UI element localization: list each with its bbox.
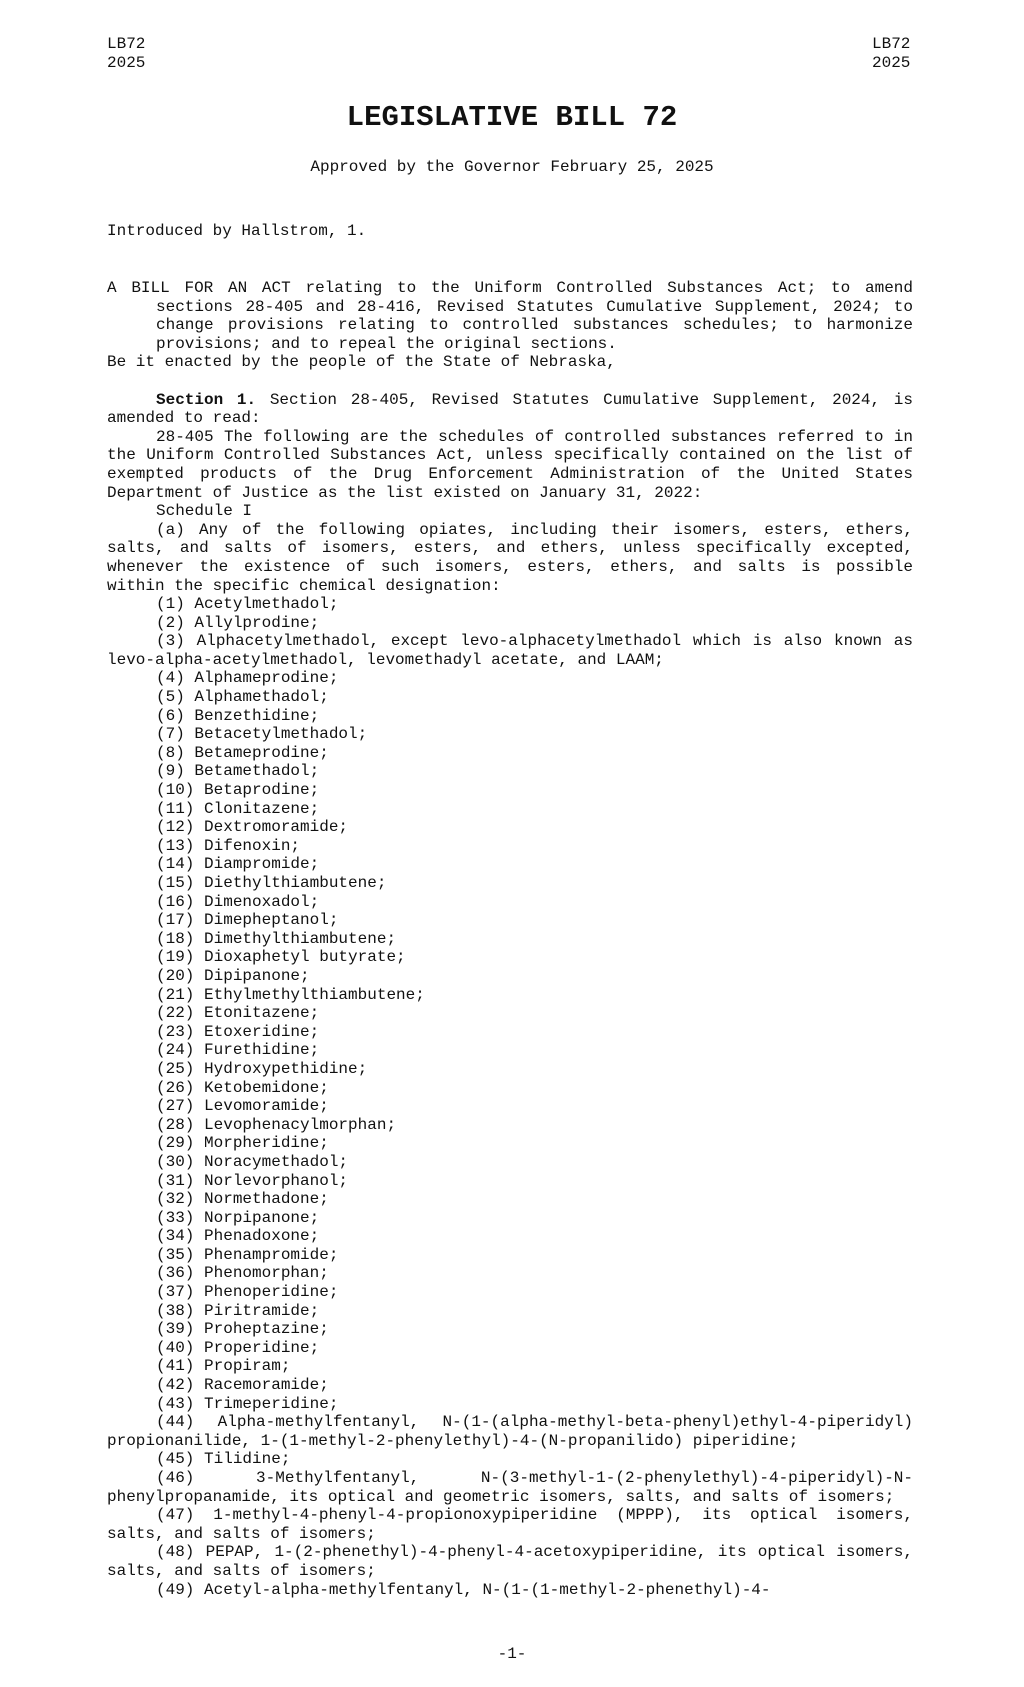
list-item: (27) Levomoramide; xyxy=(156,1097,329,1116)
list-item: (21) Ethylmethylthiambutene; xyxy=(156,985,425,1004)
section-1-intro xyxy=(107,391,913,428)
list-item: (24) Furethidine; xyxy=(156,1041,320,1060)
list-item: (28) Levophenacylmorphan; xyxy=(156,1115,397,1134)
page-title: LEGISLATIVE BILL 72 xyxy=(346,101,678,134)
list-item: (45) Tilidine; xyxy=(156,1450,291,1469)
schedule-heading: Schedule I xyxy=(156,502,253,521)
act-title: A BILL FOR AN ACT relating to the Uniform Controlled Substances Act; to amend sections 28-405 and 28-416, Revised Statutes Cumulative Supplement, 2024; to change provisions relating to controlled substances schedules; to harmonize provisions; and to repeal the original sections. xyxy=(107,279,913,353)
list-item: (34) Phenadoxone; xyxy=(156,1227,320,1246)
header-right-year: 2025 xyxy=(872,54,911,72)
list-item: (22) Etonitazene; xyxy=(156,1004,320,1023)
list-item: (6) Benzethidine; xyxy=(156,706,320,725)
list-item: (26) Ketobemidone; xyxy=(156,1078,329,1097)
spacer xyxy=(107,372,913,391)
header-left-bill: LB72 xyxy=(107,35,146,53)
list-item: (35) Phenampromide; xyxy=(156,1245,339,1264)
introduced-line: Introduced by Hallstrom, 1. xyxy=(107,222,367,240)
list-item: (11) Clonitazene; xyxy=(156,799,320,818)
bill-body xyxy=(107,279,913,1599)
paragraph-a: (a) Any of the following opiates, including their isomers, esters, ethers, salts, and salts of isomers, esters, and ethers, unless specifically excepted, whenever the existence of such isomers, esters, ethers, and salts is possible within the specific chemical designation: xyxy=(107,520,913,595)
list-item: (43) Trimeperidine; xyxy=(156,1394,339,1413)
list-item: (19) Dioxaphetyl butyrate; xyxy=(156,948,406,967)
list-item: (17) Dimepheptanol; xyxy=(156,911,339,930)
list-item: (20) Dipipanone; xyxy=(156,966,310,985)
list-item: (49) Acetyl-alpha-methylfentanyl, N-(1-(1-methyl-2-phenethyl)-4- xyxy=(156,1580,771,1599)
list-item: (29) Morpheridine; xyxy=(156,1134,329,1153)
list-item: (14) Diampromide; xyxy=(156,855,320,874)
list-item: (39) Proheptazine; xyxy=(156,1320,329,1339)
list-item: (18) Dimethylthiambutene; xyxy=(156,929,397,948)
list-item: (48) PEPAP, 1-(2-phenethyl)-4-phenyl-4-acetoxypiperidine, its optical isomers, salts, and salts of isomers; xyxy=(107,1543,913,1580)
header-right-bill: LB72 xyxy=(872,35,911,53)
list-item: (47) 1-methyl-4-phenyl-4-propionoxypiperidine (MPPP), its optical isomers, salts, and salts of isomers; xyxy=(107,1506,913,1543)
list-item: (12) Dextromoramide; xyxy=(156,818,349,837)
list-item: (2) Allylprodine; xyxy=(156,613,320,632)
list-item: (31) Norlevorphanol; xyxy=(156,1171,349,1190)
section-1-label: Section 1. xyxy=(156,390,257,409)
list-item: (9) Betamethadol; xyxy=(156,762,320,781)
substance-list xyxy=(107,595,913,1599)
list-item: (16) Dimenoxadol; xyxy=(156,892,320,911)
section-1-text: Section 28-405, Revised Statutes Cumulative Supplement, 2024, is amended to read: xyxy=(107,390,914,428)
list-item: (15) Diethylthiambutene; xyxy=(156,874,387,892)
list-item: (23) Etoxeridine; xyxy=(156,1022,320,1041)
page-number: -1- xyxy=(497,1645,527,1663)
list-item: (42) Racemoramide; xyxy=(156,1376,329,1395)
list-item: (3) Alphacetylmethadol, except levo-alphacetylmethadol which is also known as levo-alpha-acetylmethadol, levomethadyl acetate, and LAAM; xyxy=(107,632,913,669)
list-item: (46) 3-Methylfentanyl, N-(3-methyl-1-(2-phenylethyl)-4-piperidyl)-N-phenylpropanamide, its optical and geometric isomers, salts, and salts of isomers; xyxy=(107,1469,913,1506)
list-item: (10) Betaprodine; xyxy=(156,781,320,800)
list-item: (36) Phenomorphan; xyxy=(156,1264,329,1283)
list-item: (37) Phenoperidine; xyxy=(156,1283,339,1302)
list-item: (8) Betameprodine; xyxy=(156,743,329,762)
header-right xyxy=(872,35,910,73)
list-item: (38) Piritramide; xyxy=(156,1301,320,1320)
list-item: (32) Normethadone; xyxy=(156,1190,329,1209)
list-item: (40) Properidine; xyxy=(156,1338,320,1357)
list-item: (1) Acetylmethadol; xyxy=(156,595,339,614)
section-28-405-intro: 28-405 The following are the schedules of controlled substances referred to in the Uniform Controlled Substances Act, unless specifically contained on the list of exempted products of the Drug Enforcement Administration of the United States Department of Justice as the list existed on January 31, 2022: xyxy=(107,427,913,502)
list-item: (41) Propiram; xyxy=(156,1357,291,1376)
list-item: (33) Norpipanone; xyxy=(156,1208,320,1227)
list-item: (44) Alpha-methylfentanyl, N-(1-(alpha-methyl-beta-phenyl)ethyl-4-piperidyl) propionanilide, 1-(1-methyl-2-phenylethyl)-4-(N-propanilido) piperidine; xyxy=(107,1413,913,1450)
enacting-clause: Be it enacted by the people of the State of Nebraska, xyxy=(107,353,616,372)
list-item: (25) Hydroxypethidine; xyxy=(156,1059,368,1078)
list-item: (7) Betacetylmethadol; xyxy=(156,725,368,744)
approval-line: Approved by the Governor February 25, 2025 xyxy=(310,158,714,176)
header-left-year: 2025 xyxy=(107,54,146,72)
list-item: (4) Alphameprodine; xyxy=(156,669,339,688)
list-item: (13) Difenoxin; xyxy=(156,836,301,855)
list-item: (30) Noracymethadol; xyxy=(156,1152,349,1171)
list-item: (5) Alphamethadol; xyxy=(156,688,329,707)
header-left xyxy=(107,35,145,73)
